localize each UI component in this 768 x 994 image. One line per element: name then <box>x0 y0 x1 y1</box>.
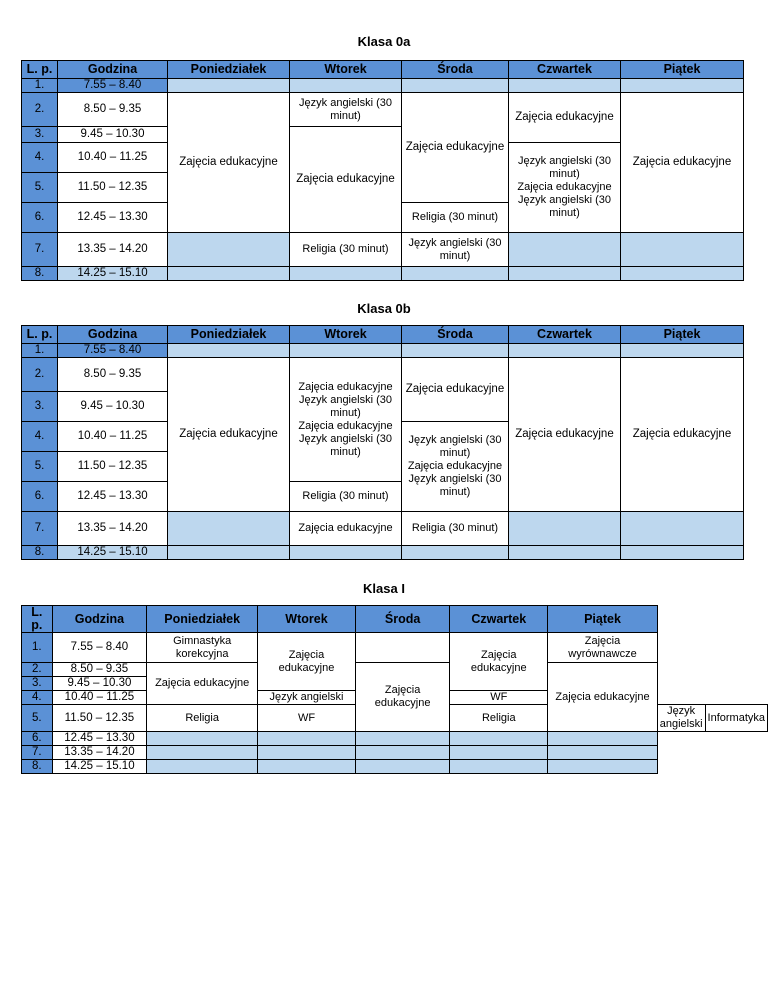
row-time: 10.40 – 11.25 <box>52 691 147 705</box>
day-header: Środa <box>402 61 509 79</box>
day-header: Poniedziałek <box>168 61 290 79</box>
lesson-cell: Religia (30 minut) <box>402 512 509 546</box>
row-time: 11.50 – 12.35 <box>58 173 168 203</box>
row-number: 4. <box>22 143 58 173</box>
klasa-1-table <box>21 605 768 774</box>
row-number: 3. <box>22 127 58 143</box>
row-time: 7.55 – 8.40 <box>52 633 147 663</box>
day-header: Wtorek <box>258 606 356 633</box>
row-number: 7. <box>22 512 58 546</box>
table-row <box>22 93 744 127</box>
row-time: 9.45 – 10.30 <box>58 127 168 143</box>
row-number: 6. <box>22 203 58 233</box>
table-row <box>22 267 744 281</box>
table-row <box>22 633 768 663</box>
row-time: 8.50 – 9.35 <box>52 663 147 677</box>
row-time: 14.25 – 15.10 <box>58 267 168 281</box>
day-header: Wtorek <box>290 61 402 79</box>
lesson-cell: Zajęcia edukacyjne <box>290 512 402 546</box>
lesson-cell: Zajęcia edukacyjne <box>450 633 548 691</box>
table-row <box>22 344 744 358</box>
row-time: 12.45 – 13.30 <box>58 203 168 233</box>
lp-header: L. p. <box>22 326 58 344</box>
day-header: Wtorek <box>290 326 402 344</box>
lesson-cell: Zajęcia edukacyjne <box>621 93 744 233</box>
row-number: 3. <box>22 677 53 691</box>
table-row <box>22 546 744 560</box>
row-number: 3. <box>22 392 58 422</box>
row-time: 10.40 – 11.25 <box>58 422 168 452</box>
klasa-0b-table <box>21 325 744 560</box>
day-header: Czwartek <box>509 326 621 344</box>
day-header: Czwartek <box>450 606 548 633</box>
lesson-cell: Religia (30 minut) <box>290 482 402 512</box>
klasa-0a-title: Klasa 0a <box>357 34 411 49</box>
lp-header: L. p. <box>22 606 53 633</box>
row-number: 1. <box>22 344 58 358</box>
lesson-cell: Zajęcia edukacyjne <box>258 633 356 691</box>
row-time: 9.45 – 10.30 <box>58 392 168 422</box>
row-number: 6. <box>22 732 53 746</box>
lesson-cell: Zajęcia edukacyjne <box>290 127 402 233</box>
day-header: Piątek <box>548 606 658 633</box>
header-row <box>22 326 744 344</box>
day-header: Piątek <box>621 61 744 79</box>
row-number: 7. <box>22 233 58 267</box>
table-row <box>22 512 744 546</box>
lesson-cell: WF <box>258 705 356 732</box>
lesson-cell: Zajęcia edukacyjne <box>147 663 258 705</box>
klasa-0b-title: Klasa 0b <box>357 301 411 316</box>
lesson-cell: Informatyka <box>705 705 767 732</box>
day-header: Czwartek <box>509 61 621 79</box>
row-number: 4. <box>22 691 53 705</box>
lesson-cell: Zajęcia edukacyjne Język angielski (30 minut) Zajęcia edukacyjne Język angielski (30 minut) <box>290 358 402 482</box>
row-number: 5. <box>22 173 58 203</box>
lesson-cell: Język angielski (30 minut) Zajęcia edukacyjne Język angielski (30 minut) <box>509 143 621 233</box>
table-row <box>22 663 768 677</box>
day-header: Piątek <box>621 326 744 344</box>
day-header: Poniedziałek <box>147 606 258 633</box>
godzina-header: Godzina <box>58 326 168 344</box>
row-number: 7. <box>22 746 53 760</box>
lesson-cell: Zajęcia edukacyjne <box>509 358 621 512</box>
lesson-cell: Zajęcia wyrównawcze <box>548 633 658 663</box>
row-time: 11.50 – 12.35 <box>52 705 147 732</box>
row-time: 8.50 – 9.35 <box>58 93 168 127</box>
row-time: 13.35 – 14.20 <box>58 512 168 546</box>
lesson-cell: Zajęcia edukacyjne <box>621 358 744 512</box>
lesson-cell: Gimnastyka korekcyjna <box>147 633 258 663</box>
row-number: 5. <box>22 705 53 732</box>
lesson-cell: Zajęcia edukacyjne <box>402 358 509 422</box>
row-number: 2. <box>22 93 58 127</box>
lesson-cell: Język angielski <box>657 705 705 732</box>
row-number: 4. <box>22 422 58 452</box>
table-row <box>22 233 744 267</box>
table-row <box>22 760 768 774</box>
day-header: Środa <box>402 326 509 344</box>
lesson-cell: Religia (30 minut) <box>402 203 509 233</box>
lesson-cell: Zajęcia edukacyjne <box>402 93 509 203</box>
table-row <box>22 358 744 392</box>
lesson-cell: Zajęcia edukacyjne <box>168 358 290 512</box>
lesson-cell: Zajęcia edukacyjne <box>509 93 621 143</box>
row-number: 5. <box>22 452 58 482</box>
row-number: 2. <box>22 663 53 677</box>
row-time: 14.25 – 15.10 <box>58 546 168 560</box>
row-number: 6. <box>22 482 58 512</box>
lesson-cell: Religia (30 minut) <box>290 233 402 267</box>
row-number: 8. <box>22 267 58 281</box>
table-row <box>22 746 768 760</box>
row-time: 13.35 – 14.20 <box>58 233 168 267</box>
lesson-cell: Język angielski (30 minut) <box>290 93 402 127</box>
row-number: 8. <box>22 760 53 774</box>
header-row <box>22 61 744 79</box>
lesson-cell: WF <box>450 691 548 705</box>
table-row <box>22 79 744 93</box>
godzina-header: Godzina <box>58 61 168 79</box>
lesson-cell: Język angielski (30 minut) Zajęcia edukacyjne Język angielski (30 minut) <box>402 422 509 512</box>
lesson-cell: Religia <box>147 705 258 732</box>
lesson-cell: Język angielski <box>258 691 356 705</box>
klasa-0a-table <box>21 60 744 281</box>
row-time: 7.55 – 8.40 <box>58 344 168 358</box>
row-time: 14.25 – 15.10 <box>52 760 147 774</box>
row-time: 12.45 – 13.30 <box>52 732 147 746</box>
row-number: 2. <box>22 358 58 392</box>
row-number: 1. <box>22 633 53 663</box>
godzina-header: Godzina <box>52 606 147 633</box>
day-header: Poniedziałek <box>168 326 290 344</box>
day-header: Środa <box>355 606 449 633</box>
row-time: 12.45 – 13.30 <box>58 482 168 512</box>
row-time: 8.50 – 9.35 <box>58 358 168 392</box>
row-time: 13.35 – 14.20 <box>52 746 147 760</box>
lesson-cell: Zajęcia edukacyjne <box>168 93 290 233</box>
lesson-cell: Zajęcia edukacyjne <box>548 663 658 732</box>
table-row <box>22 732 768 746</box>
klasa-1-title: Klasa I <box>363 581 405 596</box>
row-time: 9.45 – 10.30 <box>52 677 147 691</box>
lesson-cell: Religia <box>450 705 548 732</box>
lp-header: L. p. <box>22 61 58 79</box>
row-time: 7.55 – 8.40 <box>58 79 168 93</box>
header-row <box>22 606 768 633</box>
row-number: 8. <box>22 546 58 560</box>
row-number: 1. <box>22 79 58 93</box>
lesson-cell: Język angielski (30 minut) <box>402 233 509 267</box>
lesson-cell: Zajęcia edukacyjne <box>355 663 449 732</box>
row-time: 11.50 – 12.35 <box>58 452 168 482</box>
row-time: 10.40 – 11.25 <box>58 143 168 173</box>
